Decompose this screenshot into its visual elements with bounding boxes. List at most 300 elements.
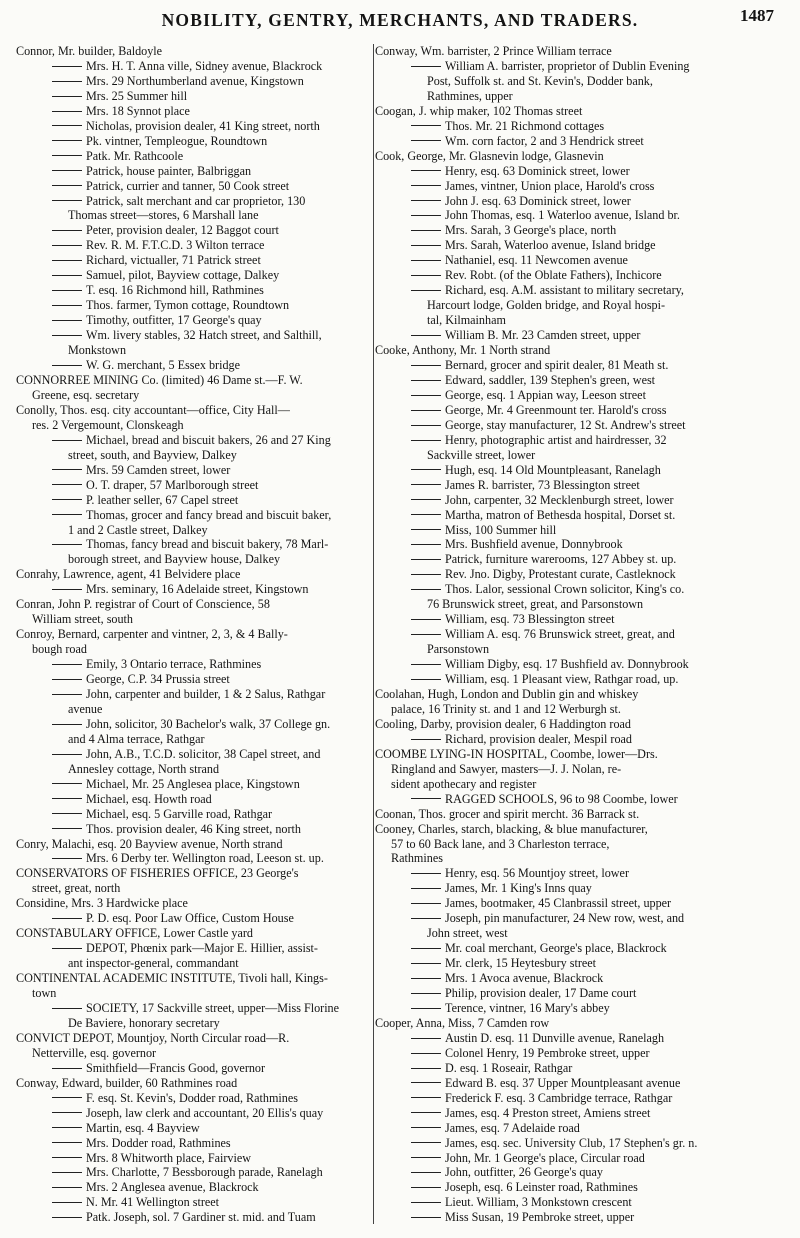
ditto-dash [52,1172,82,1173]
ditto-dash [52,305,82,306]
entry-text: Conran, John P. registrar of Court of Conscience, 58 [16,597,270,612]
ditto-dash [411,903,441,904]
entry-text: Cooling, Darby, provision dealer, 6 Haddington road [375,716,631,731]
ditto-dash [52,754,82,755]
directory-entry [375,567,755,582]
ditto-dash [411,185,441,186]
directory-entry [16,119,372,134]
ditto-dash [52,155,82,156]
entry-text: Coogan, J. whip maker, 102 Thomas street [375,103,583,118]
ditto-dash [52,140,82,141]
entry-text: Mrs. 2 Anglesea avenue, Blackrock [86,1180,259,1195]
directory-entry [375,941,755,956]
directory-entry [375,508,755,523]
entry-continuation: John street, west [427,926,508,941]
directory-entry [375,194,755,209]
directory-entry [375,1046,755,1061]
ditto-dash [411,410,441,411]
entry-text: Rev. R. M. F.T.C.D. 3 Wilton terrace [86,238,265,253]
ditto-dash [411,619,441,620]
entry-continuation: Rathmines [391,851,443,866]
entry-text: Mrs. Charlotte, 7 Bessborough parade, Ranelagh [86,1165,323,1180]
ditto-dash [52,798,82,799]
entry-text: Hugh, esq. 14 Old Mountpleasant, Ranelagh [445,462,661,477]
entry-text: Frederick F. esq. 3 Cambridge terrace, Rathgar [445,1090,673,1105]
ditto-dash [52,544,82,545]
entry-continuation: tal, Kilmainham [427,313,506,328]
directory-entry [16,164,372,179]
directory-entry [375,612,755,627]
entry-text: DEPOT, Phœnix park—Major E. Hillier, assist- [86,941,318,956]
directory-entry [16,1106,372,1121]
directory-entry [16,1061,372,1076]
ditto-dash [411,140,441,141]
entry-text: Conolly, Thos. esq. city accountant—office, City Hall— [16,402,290,417]
ditto-dash [411,529,441,530]
entry-text: Michael, bread and biscuit bakers, 26 and 27 King [86,432,331,447]
directory-entry [375,478,755,493]
directory-column-left [16,44,372,1225]
entry-text: Patrick, house painter, Balbriggan [86,163,252,178]
directory-entry [375,208,755,223]
entry-text: Cooney, Charles, starch, blacking, & blue manufacturer, [375,821,648,836]
entry-text: Emily, 3 Ontario terrace, Rathmines [86,657,262,672]
ditto-dash [52,858,82,859]
ditto-dash [411,978,441,979]
directory-entry [375,866,755,881]
entry-text: John, carpenter and builder, 1 & 2 Salus, Rathgar [86,686,326,701]
directory-entry [16,1031,372,1061]
entry-continuation: Greene, esq. secretary [32,387,140,402]
ditto-dash [411,290,441,291]
directory-entry [16,851,372,866]
entry-text: Considine, Mrs. 3 Hardwicke place [16,896,188,911]
entry-continuation: Sackville street, lower [427,447,536,462]
directory-entry [375,552,755,567]
ditto-dash [411,335,441,336]
ditto-dash [52,1202,82,1203]
directory-entry [16,1210,372,1225]
ditto-dash [52,1187,82,1188]
entry-text: Samuel, pilot, Bayview cottage, Dalkey [86,268,280,283]
entry-text: Thos. provision dealer, 46 King street, north [86,821,301,836]
ditto-dash [411,1202,441,1203]
ditto-dash [52,275,82,276]
directory-entry [375,134,755,149]
entry-text: Mrs. 6 Derby ter. Wellington road, Leeson st. up. [86,851,324,866]
directory-entry [375,59,755,104]
ditto-dash [52,365,82,366]
ditto-dash [411,1068,441,1069]
ditto-dash [411,873,441,874]
entry-text: Terence, vintner, 16 Mary's abbey [445,1001,610,1015]
directory-entry [16,104,372,119]
ditto-dash [411,1127,441,1128]
entry-text: Michael, Mr. 25 Anglesea place, Kingstown [86,776,300,791]
directory-entry [16,268,372,283]
ditto-dash [52,499,82,500]
entry-text: Joseph, pin manufacturer, 24 New row, west, and [445,911,685,926]
ditto-dash [411,125,441,126]
directory-entry [375,1180,755,1195]
entry-text: Rev. Robt. (of the Oblate Fathers), Inchicore [445,268,662,283]
entry-text: Philip, provision dealer, 17 Dame court [445,986,637,1001]
ditto-dash [52,948,82,949]
entry-text: Martha, matron of Bethesda hospital, Dorset st. [445,507,676,522]
directory-entry [375,732,755,747]
ditto-dash [411,275,441,276]
directory-entry [375,523,755,538]
directory-entry [16,792,372,807]
entry-text: Wm. livery stables, 32 Hatch street, and Salthill, [86,328,322,343]
directory-entry [16,941,372,971]
directory-entry [16,1165,372,1180]
entry-text: Cooper, Anna, Miss, 7 Camden row [375,1015,550,1030]
entry-text: William A. esq. 76 Brunswick street, great, and [445,627,675,642]
directory-entry [375,283,755,328]
ditto-dash [411,559,441,560]
directory-entry [375,807,755,822]
ditto-dash [52,1097,82,1098]
entry-text: Mrs. Bushfield avenue, Donnybrook [445,537,623,552]
entry-continuation: Rathmines, upper [427,88,513,103]
entry-text: Lieut. William, 3 Monkstown crescent [445,1195,632,1210]
entry-text: CONNORREE MINING Co. (limited) 46 Dame st.—F. W. [16,372,303,387]
ditto-dash [52,260,82,261]
directory-entry [16,149,372,164]
ditto-dash [411,963,441,964]
entry-text: Henry, esq. 63 Dominick street, lower [445,163,630,178]
directory-entry [16,298,372,313]
entry-continuation: Ringland and Sawyer, masters—J. J. Nolan, re- [391,761,622,776]
ditto-dash [52,81,82,82]
entry-continuation: Annesley cottage, North strand [68,761,220,776]
ditto-dash [411,484,441,485]
directory-entry [16,582,372,597]
entry-continuation: borough street, and Bayview house, Dalkey [68,552,281,567]
entry-text: CONSTABULARY OFFICE, Lower Castle yard [16,926,253,941]
directory-entry [16,44,372,59]
entry-text: Henry, photographic artist and hairdresser, 32 [445,432,667,447]
directory-entry [16,1180,372,1195]
ditto-dash [411,918,441,919]
directory-entry [375,717,755,732]
ditto-dash [411,664,441,665]
directory-entry [375,164,755,179]
directory-entry [16,253,372,268]
directory-entry [16,403,372,433]
directory-entry [375,956,755,971]
ditto-dash [411,514,441,515]
directory-entry [375,104,755,119]
entry-text: George, stay manufacturer, 12 St. Andrew's street [445,417,686,432]
directory-entry [375,388,755,403]
entry-text: Mrs. H. T. Anna ville, Sidney avenue, Blackrock [86,58,323,73]
directory-entry [16,537,372,567]
ditto-dash [52,1068,82,1069]
entry-text: William A. barrister, proprietor of Dublin Evening [445,58,690,73]
ditto-dash [52,1008,82,1009]
ditto-dash [52,170,82,171]
ditto-dash [52,724,82,725]
ditto-dash [411,395,441,396]
entry-continuation: sident apothecary and register [391,776,537,791]
ditto-dash [52,1157,82,1158]
entry-text: SOCIETY, 17 Sackville street, upper—Miss Florine [86,1001,340,1015]
directory-entry [375,1136,755,1151]
ditto-dash [411,1172,441,1173]
directory-entry [375,238,755,253]
entry-text: Smithfield—Francis Good, governor [86,1060,266,1075]
directory-entry [16,807,372,822]
page-number: 1487 [740,6,774,25]
directory-entry [375,223,755,238]
entry-text: Mrs. 29 Northumberland avenue, Kingstown [86,73,304,88]
entry-text: John, outfitter, 26 George's quay [445,1165,603,1180]
directory-entry [16,747,372,777]
ditto-dash [411,1008,441,1009]
directory-entry [375,1061,755,1076]
directory-entry [375,119,755,134]
directory-entry [375,627,755,657]
entry-continuation: palace, 16 Trinity st. and 1 and 12 Werburgh st. [391,701,621,716]
directory-entry [16,911,372,926]
entry-text: Patk. Joseph, sol. 7 Gardiner st. mid. and Tuam [86,1210,316,1225]
ditto-dash [52,918,82,919]
entry-text: O. T. draper, 57 Marlborough street [86,477,259,492]
entry-text: Joseph, esq. 6 Leinster road, Rathmines [445,1180,638,1195]
ditto-dash [52,320,82,321]
directory-entry [16,179,372,194]
directory-entry [375,1210,755,1225]
ditto-dash [52,1127,82,1128]
directory-entry [16,717,372,747]
directory-entry [16,463,372,478]
directory-entry [16,283,372,298]
directory-entry [16,1121,372,1136]
entry-continuation: Parsonstown [427,642,490,657]
entry-text: Thomas, fancy bread and biscuit bakery, 78 Marl- [86,537,329,552]
page-header [0,6,800,34]
directory-entry [375,657,755,672]
directory-entry [375,44,755,59]
entry-continuation: bough road [32,642,87,657]
directory-entry [375,328,755,343]
directory-entry [375,1121,755,1136]
entry-continuation: Post, Suffolk st. and St. Kevin's, Dodder bank, [427,73,653,88]
entry-text: Joseph, law clerk and accountant, 20 Ellis's quay [86,1105,324,1120]
entry-continuation: and 4 Alma terrace, Rathgar [68,731,205,746]
directory-entry [375,1076,755,1091]
directory-entry [375,1195,755,1210]
entry-text: Timothy, outfitter, 17 George's quay [86,313,262,328]
entry-text: Nicholas, provision dealer, 41 King street, north [86,118,320,133]
entry-text: Edward, saddler, 139 Stephen's green, west [445,372,656,387]
entry-text: Martin, esq. 4 Bayview [86,1120,200,1135]
entry-continuation: street, south, and Bayview, Dalkey [68,447,237,462]
entry-text: Pk. vintner, Templeogue, Roundtown [86,133,268,148]
entry-text: Patrick, furniture warerooms, 127 Abbey st. up. [445,552,677,567]
entry-text: Colonel Henry, 19 Pembroke street, upper [445,1045,650,1060]
entry-text: Connor, Mr. builder, Baldoyle [16,44,163,58]
entry-continuation: avenue [68,701,103,716]
entry-text: Mrs. 59 Camden street, lower [86,462,231,477]
directory-entry [375,253,755,268]
directory-entry [375,747,755,792]
entry-text: Rev. Jno. Digby, Protestant curate, Castleknock [445,567,676,582]
entry-text: Coonan, Thos. grocer and spirit mercht. 36 Barrack st. [375,806,640,821]
ditto-dash [52,1112,82,1113]
entry-text: Richard, esq. A.M. assistant to military secretary, [445,283,684,298]
directory-entry [16,433,372,463]
directory-entry [16,478,372,493]
entry-continuation: William street, south [32,612,134,627]
directory-entry [16,567,372,582]
entry-text: Edward B. esq. 37 Upper Mountpleasant avenue [445,1075,681,1090]
entry-text: Nathaniel, esq. 11 Newcomen avenue [445,253,628,268]
entry-text: James, Mr. 1 King's Inns quay [445,881,592,896]
ditto-dash [411,1053,441,1054]
entry-text: Mr. clerk, 15 Heytesbury street [445,956,597,971]
directory-entry [375,358,755,373]
directory-entry [16,59,372,74]
entry-text: N. Mr. 41 Wellington street [86,1195,220,1210]
entry-text: James R. barrister, 73 Blessington street [445,477,640,492]
ditto-dash [52,694,82,695]
ditto-dash [411,380,441,381]
entry-text: Wm. corn factor, 2 and 3 Hendrick street [445,133,644,148]
directory-column-right [375,44,755,1225]
directory-entry [375,1001,755,1016]
directory-entry [375,418,755,433]
directory-entry [375,971,755,986]
ditto-dash [411,200,441,201]
entry-text: P. D. esq. Poor Law Office, Custom House [86,911,294,926]
directory-entry [16,837,372,852]
entry-text: George, Mr. 4 Greenmount ter. Harold's cross [445,402,667,417]
entry-text: Mrs. Dodder road, Rathmines [86,1135,231,1150]
directory-entry [16,657,372,672]
directory-entry [375,343,755,358]
entry-text: Conway, Edward, builder, 60 Rathmines road [16,1075,238,1090]
entry-text: Mr. coal merchant, George's place, Blackrock [445,941,667,956]
entry-continuation: 57 to 60 Back lane, and 3 Charleston terrace, [391,836,610,851]
entry-text: T. esq. 16 Richmond hill, Rathmines [86,283,264,298]
entry-text: John, solicitor, 30 Bachelor's walk, 37 College gn. [86,716,331,731]
entry-continuation: res. 2 Vergemount, Clonskeagh [32,417,184,432]
entry-text: Conway, Wm. barrister, 2 Prince William terrace [375,44,612,58]
entry-text: Mrs. seminary, 16 Adelaide street, Kingstown [86,582,309,597]
ditto-dash [52,1142,82,1143]
directory-entry [16,822,372,837]
ditto-dash [52,1217,82,1218]
entry-text: Patrick, currier and tanner, 50 Cook street [86,178,290,193]
ditto-dash [52,813,82,814]
directory-entry [375,1016,755,1031]
entry-continuation: Harcourt lodge, Golden bridge, and Royal hospi- [427,298,666,313]
ditto-dash [411,798,441,799]
ditto-dash [52,96,82,97]
entry-continuation: Netterville, esq. governor [32,1045,157,1060]
entry-text: James, esq. 7 Adelaide road [445,1120,580,1135]
ditto-dash [52,589,82,590]
ditto-dash [411,993,441,994]
entry-continuation: town [32,986,57,1001]
ditto-dash [411,1217,441,1218]
entry-text: William, esq. 1 Pleasant view, Rathgar road, up. [445,672,679,687]
directory-entry [16,1151,372,1166]
ditto-dash [411,260,441,261]
directory-entry [16,627,372,657]
entry-text: Patrick, salt merchant and car proprietor, 130 [86,193,306,208]
ditto-dash [52,66,82,67]
entry-text: William Digby, esq. 17 Bushfield av. Donnybrook [445,657,689,672]
entry-text: Cook, George, Mr. Glasnevin lodge, Glasnevin [375,148,604,163]
directory-entry [375,1091,755,1106]
entry-text: Henry, esq. 56 Mountjoy street, lower [445,866,629,881]
entry-text: Thos. Mr. 21 Richmond cottages [445,118,605,133]
ditto-dash [52,469,82,470]
ditto-dash [411,1157,441,1158]
ditto-dash [411,1038,441,1039]
directory-entry [16,373,372,403]
directory-entry [375,792,755,807]
entry-text: Austin D. esq. 11 Dunville avenue, Ranelagh [445,1030,665,1045]
ditto-dash [52,783,82,784]
directory-entry [16,687,372,717]
entry-text: D. esq. 1 Roseair, Rathgar [445,1060,573,1075]
ditto-dash [411,469,441,470]
ditto-dash [411,679,441,680]
directory-entry [16,1195,372,1210]
entry-text: John, A.B., T.C.D. solicitor, 38 Capel street, and [86,746,321,761]
directory-entry [16,508,372,538]
entry-text: COOMBE LYING-IN HOSPITAL, Coombe, lower—Drs. [375,746,658,761]
directory-entry [375,463,755,478]
ditto-dash [52,111,82,112]
ditto-dash [411,888,441,889]
entry-continuation: 1 and 2 Castle street, Dalkey [68,522,208,537]
entry-text: W. G. merchant, 5 Essex bridge [86,358,240,373]
ditto-dash [52,679,82,680]
directory-entry [375,896,755,911]
directory-entry [16,238,372,253]
entry-text: CONVICT DEPOT, Mountjoy, North Circular road—R. [16,1030,290,1045]
directory-entry [16,672,372,687]
entry-text: Thomas, grocer and fancy bread and biscuit baker, [86,507,332,522]
directory-entry [16,971,372,1001]
ditto-dash [411,589,441,590]
ditto-dash [52,200,82,201]
ditto-dash [411,544,441,545]
ditto-dash [411,1187,441,1188]
directory-entry [16,134,372,149]
directory-entry [375,672,755,687]
entry-text: Miss, 100 Summer hill [445,522,557,537]
ditto-dash [52,514,82,515]
entry-text: Miss Susan, 19 Pembroke street, upper [445,1210,635,1225]
ditto-dash [52,484,82,485]
directory-entry [16,1091,372,1106]
directory-entry [375,179,755,194]
ditto-dash [52,440,82,441]
entry-continuation: Monkstown [68,343,127,358]
entry-text: James, bootmaker, 45 Clanbrassil street, upper [445,896,672,911]
entry-text: James, esq. sec. University Club, 17 Stephen's gr. n. [445,1135,698,1150]
page-title: NOBILITY, GENTRY, MERCHANTS, AND TRADERS. [161,10,639,30]
entry-text: John Thomas, esq. 1 Waterloo avenue, Island br. [445,208,680,223]
directory-entry [16,313,372,328]
